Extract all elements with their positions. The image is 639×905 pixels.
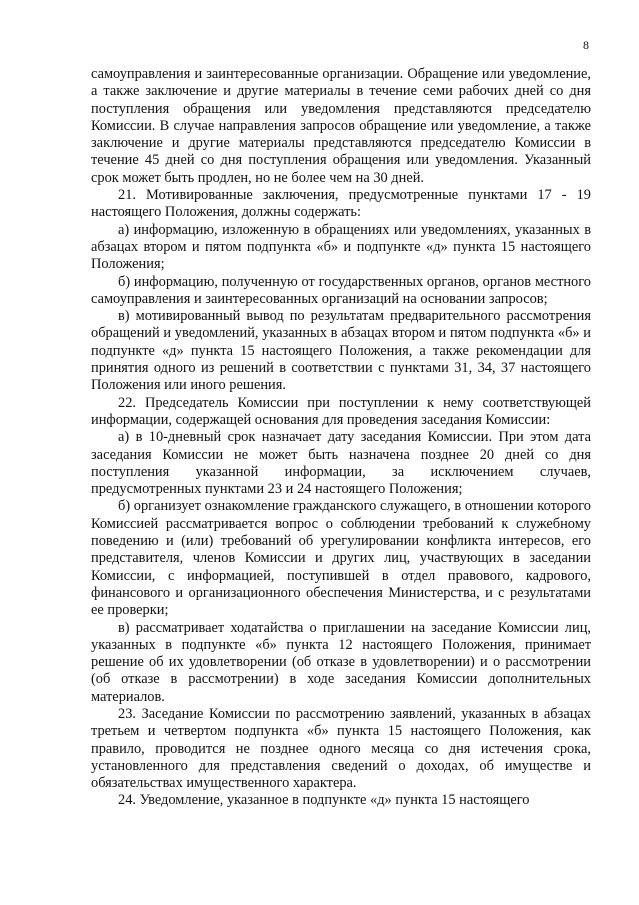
paragraph-23: 23. Заседание Комиссии по рассмотрению заявлений, указанных в абзацах третьем и четвертом подпункта «б» пункта 15 настоящего Положения, как правило, проводится не позднее одного месяца со дня истечения срока, установленного для представления сведений о доходах, об имуществе и обязательствах имущественного характера. bbox=[91, 705, 591, 792]
paragraph-22-v: в) рассматривает ходатайства о приглашении на заседание Комиссии лиц, указанных в подпункте «б» пункта 12 настоящего Положения, принимает решение об их удовлетворении (об отказе в удовлетворении) и о рассмотрении (об отказе в рассмотрении) в ходе заседания Комиссии дополнительных материалов. bbox=[91, 619, 591, 705]
paragraph-21-a: а) информацию, изложенную в обращениях или уведомлениях, указанных в абзацах втором и пятом подпункта «б» и подпункте «д» пункта 15 настоящего Положения; bbox=[91, 221, 591, 273]
paragraph-22-b: б) организует ознакомление гражданского служащего, в отношении которого Комиссией рассматривается вопрос о соблюдении требований к служебному поведению и (или) требований об урегулировании конфликта интересов, его представителя, членов Комиссии и других лиц, участвующих в заседании Комиссии, с информацией, поступившей в отдел правового, кадрового, финансового и организационного обеспечения Министерства, и с результатами ее проверки; bbox=[91, 498, 591, 619]
paragraph-22: 22. Председатель Комиссии при поступлении к нему соответствующей информации, содержащей основания для проведения заседания Комиссии: bbox=[91, 394, 591, 428]
paragraph-21-v: в) мотивированный вывод по результатам предварительного рассмотрения обращений и уведомлений, указанных в абзацах втором и пятом подпункта «б» и подпункте «д» пункта 15 настоящего Положения, а также рекомендации для принятия одного из решений в соответствии с пунктами 31, 34, 37 настоящего Положения или иного решения. bbox=[91, 308, 591, 394]
paragraph-24: 24. Уведомление, указанное в подпункте «д» пункта 15 настоящего bbox=[118, 792, 530, 809]
document-body bbox=[91, 66, 591, 810]
page-number: 8 bbox=[583, 38, 589, 52]
paragraph-21: 21. Мотивированные заключения, предусмотренные пунктами 17 - 19 настоящего Положения, должны содержать: bbox=[91, 187, 591, 221]
paragraph-20-continuation: самоуправления и заинтересованные организации. Обращение или уведомление, а также заключение и другие материалы в течение семи рабочих дней со дня поступления обращения или уведомления представляются председателю Комиссии. В случае направления запросов обращение или уведомление, а также заключение и другие материалы представляются председателю Комиссии в течение 45 дней со дня поступления обращения или уведомления. Указанный срок может быть продлен, но не более чем на 30 дней. bbox=[91, 66, 591, 186]
paragraph-22-a: а) в 10-дневный срок назначает дату заседания Комиссии. При этом дата заседания Комиссии не может быть назначена позднее 20 дней со дня поступления указанной информации, за исключением случаев, предусмотренных пунктами 23 и 24 настоящего Положения; bbox=[91, 429, 591, 498]
paragraph-21-b: б) информацию, полученную от государственных органов, органов местного самоуправления и заинтересованных организаций на основании запросов; bbox=[91, 273, 591, 307]
